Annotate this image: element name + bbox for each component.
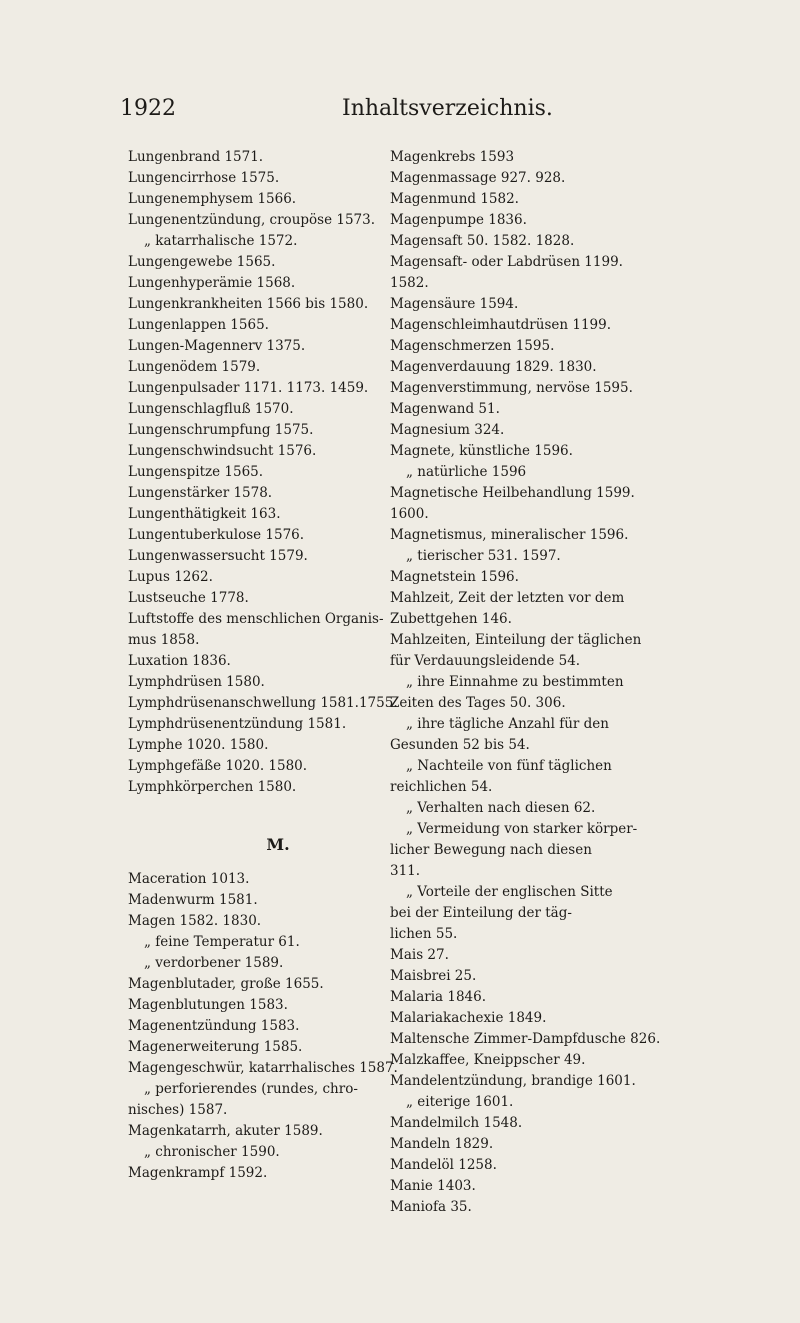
index-entry: Mandelöl 1258. xyxy=(390,1157,497,1173)
index-entry: lichen 55. xyxy=(390,926,458,942)
index-entry: „ natürliche 1596 xyxy=(406,464,527,480)
index-entry: Magenschmerzen 1595. xyxy=(390,338,555,354)
index-entry: Magnetische Heilbehandlung 1599. xyxy=(390,485,635,501)
index-entry: „ ihre Einnahme zu bestimmten xyxy=(406,674,624,690)
index-entry: Lungenkrankheiten 1566 bis 1580. xyxy=(128,296,369,312)
index-entry: Lungenemphysem 1566. xyxy=(128,191,297,207)
page-number: 1922 xyxy=(120,96,176,121)
index-entry: Mais 27. xyxy=(390,947,449,963)
index-entry: „ chronischer 1590. xyxy=(144,1144,280,1160)
index-entry: Lungengewebe 1565. xyxy=(128,254,276,270)
index-entry: Magengeschwür, katarrhalisches 1587. xyxy=(128,1060,398,1076)
index-entry: Lungenspitze 1565. xyxy=(128,464,264,480)
index-entry: bei der Einteilung der täg- xyxy=(390,905,572,921)
index-entry: Malaria 1846. xyxy=(390,989,486,1005)
index-entry: Magenverstimmung, nervöse 1595. xyxy=(390,380,633,396)
section-letter-heading: M. xyxy=(266,835,290,854)
index-entry: 1600. xyxy=(390,506,429,522)
index-entry: Manie 1403. xyxy=(390,1178,476,1194)
index-entry: Lungenpulsader 1171. 1173. 1459. xyxy=(128,380,369,396)
index-entry: Mandeln 1829. xyxy=(390,1136,494,1152)
index-entry: Lungenbrand 1571. xyxy=(128,149,264,165)
index-entry: „ Vorteile der englischen Sitte xyxy=(406,884,613,900)
index-entry: Magensäure 1594. xyxy=(390,296,519,312)
index-entry: Lungenschlagfluß 1570. xyxy=(128,401,294,417)
index-entry: Lymphdrüsenentzündung 1581. xyxy=(128,716,347,732)
index-entry: Lungenlappen 1565. xyxy=(128,317,269,333)
index-entry: Lungenwassersucht 1579. xyxy=(128,548,308,564)
index-entry: mus 1858. xyxy=(128,632,200,648)
index-entry: Zubettgehen 146. xyxy=(390,611,512,627)
index-entry: Lymphgefäße 1020. 1580. xyxy=(128,758,308,774)
index-entry: Maltensche Zimmer-Dampfdusche 826. xyxy=(390,1031,661,1047)
index-entry: Lymphdrüsen 1580. xyxy=(128,674,265,690)
index-entry: Magenpumpe 1836. xyxy=(390,212,527,228)
index-entry: licher Bewegung nach diesen xyxy=(390,842,592,858)
index-entry: „ ihre tägliche Anzahl für den xyxy=(406,716,609,732)
index-entry: nisches) 1587. xyxy=(128,1102,228,1118)
index-entry: Zeiten des Tages 50. 306. xyxy=(390,695,566,711)
index-entry: Magenkatarrh, akuter 1589. xyxy=(128,1123,323,1139)
index-entry: Lungencirrhose 1575. xyxy=(128,170,280,186)
index-entry: „ Nachteile von fünf täglichen xyxy=(406,758,612,774)
index-entry: reichlichen 54. xyxy=(390,779,493,795)
index-entry: Magenmassage 927. 928. xyxy=(390,170,566,186)
index-entry: Magenmund 1582. xyxy=(390,191,519,207)
index-entry: „ perforierendes (rundes, chro- xyxy=(144,1081,358,1097)
index-entry: Mahlzeiten, Einteilung der täglichen xyxy=(390,632,642,648)
index-entry: Gesunden 52 bis 54. xyxy=(390,737,530,753)
index-entry: Maisbrei 25. xyxy=(390,968,477,984)
index-entry: Lungen-Magennerv 1375. xyxy=(128,338,306,354)
index-entry: Lymphe 1020. 1580. xyxy=(128,737,269,753)
index-entry: Magenwand 51. xyxy=(390,401,500,417)
index-entry: Lungenödem 1579. xyxy=(128,359,261,375)
page-header xyxy=(120,96,680,126)
index-entry: Magnete, künstliche 1596. xyxy=(390,443,573,459)
index-entry: 1582. xyxy=(390,275,429,291)
index-entry: Magenblutungen 1583. xyxy=(128,997,288,1013)
running-title: Inhaltsverzeichnis. xyxy=(342,96,553,121)
index-entry: Malzkaffee, Kneippscher 49. xyxy=(390,1052,586,1068)
index-entry: Madenwurm 1581. xyxy=(128,892,258,908)
index-entry: Magenkrebs 1593 xyxy=(390,149,515,165)
index-entry: Magen 1582. 1830. xyxy=(128,913,262,929)
index-entry: Lungenhyperämie 1568. xyxy=(128,275,296,291)
index-entry: Malariakachexie 1849. xyxy=(390,1010,547,1026)
index-entry: Magenverdauung 1829. 1830. xyxy=(390,359,597,375)
index-entry: Magnetismus, mineralischer 1596. xyxy=(390,527,629,543)
index-entry: Magenerweiterung 1585. xyxy=(128,1039,303,1055)
index-entry: Mandelmilch 1548. xyxy=(390,1115,523,1131)
index-entry: Lungenstärker 1578. xyxy=(128,485,273,501)
index-entry: Lymphdrüsenanschwellung 1581.1755. xyxy=(128,695,398,711)
index-entry: für Verdauungsleidende 54. xyxy=(390,653,581,669)
index-entry: Lymphkörperchen 1580. xyxy=(128,779,297,795)
index-entry: Magnesium 324. xyxy=(390,422,505,438)
index-entry: Lupus 1262. xyxy=(128,569,213,585)
index-entry: Magenblutader, große 1655. xyxy=(128,976,324,992)
index-entry: 311. xyxy=(390,863,421,879)
index-entry: Magensaft- oder Labdrüsen 1199. xyxy=(390,254,623,270)
index-entry: Mandelentzündung, brandige 1601. xyxy=(390,1073,636,1089)
index-entry: Magenentzündung 1583. xyxy=(128,1018,300,1034)
index-entry: Luftstoffe des menschlichen Organis- xyxy=(128,611,384,627)
index-entry: „ feine Temperatur 61. xyxy=(144,934,300,950)
index-entry: Lungenschrumpfung 1575. xyxy=(128,422,314,438)
index-entry: Maniofa 35. xyxy=(390,1199,472,1215)
index-entry: „ eiterige 1601. xyxy=(406,1094,514,1110)
index-entry: Maceration 1013. xyxy=(128,871,250,887)
index-entry: Lungenschwindsucht 1576. xyxy=(128,443,317,459)
index-entry: „ verdorbener 1589. xyxy=(144,955,284,971)
index-entry: Lungenthätigkeit 163. xyxy=(128,506,281,522)
index-entry: Lustseuche 1778. xyxy=(128,590,249,606)
index-entry: „ Verhalten nach diesen 62. xyxy=(406,800,596,816)
index-entry: Magenkrampf 1592. xyxy=(128,1165,268,1181)
index-entry: Magnetstein 1596. xyxy=(390,569,519,585)
index-entry: „ Vermeidung von starker körper- xyxy=(406,821,638,837)
right-index-column xyxy=(390,147,720,1218)
index-entry: „ katarrhalische 1572. xyxy=(144,233,298,249)
index-entry: Magenschleimhautdrüsen 1199. xyxy=(390,317,612,333)
index-entry: Lungenentzündung, croupöse 1573. xyxy=(128,212,376,228)
index-entry: Luxation 1836. xyxy=(128,653,231,669)
index-entry: „ tierischer 531. 1597. xyxy=(406,548,561,564)
index-entry: Mahlzeit, Zeit der letzten vor dem xyxy=(390,590,625,606)
index-entry: Magensaft 50. 1582. 1828. xyxy=(390,233,575,249)
index-entry: Lungentuberkulose 1576. xyxy=(128,527,305,543)
